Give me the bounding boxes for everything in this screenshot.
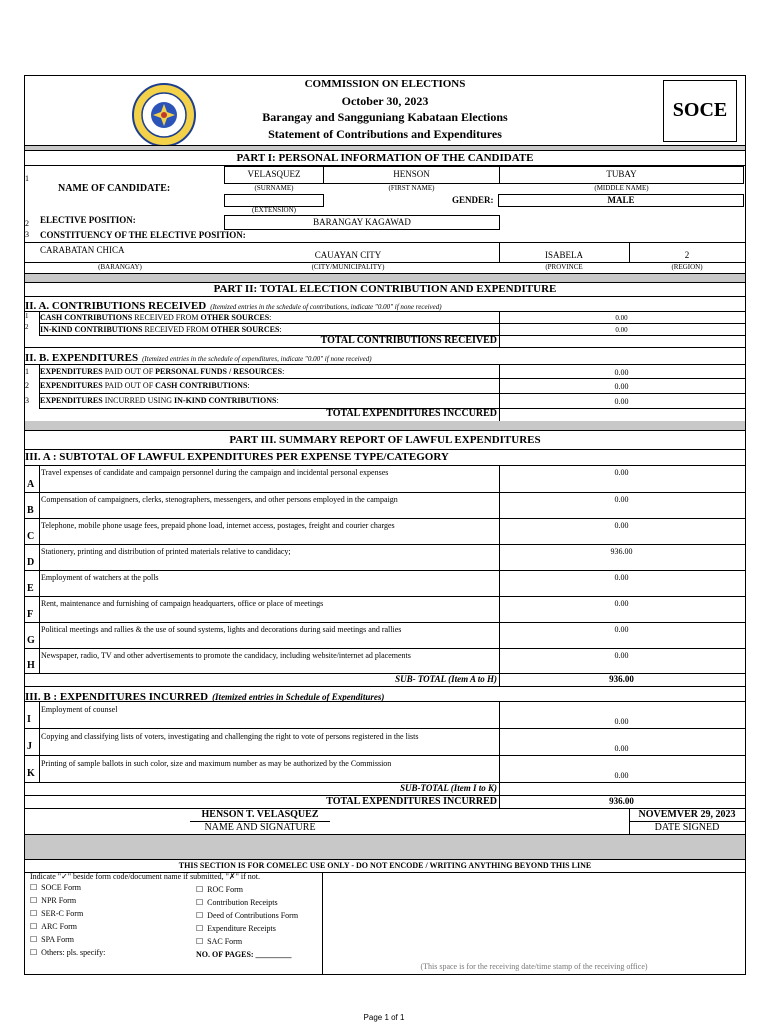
checklist-label: ARC Form	[41, 922, 77, 931]
section-divider	[25, 421, 745, 430]
checklist-item[interactable]	[30, 910, 83, 918]
checklist-label: ROC Form	[207, 885, 243, 894]
checklist-label: SAC Form	[207, 937, 243, 946]
inkind-contrib-value: 0.00	[615, 326, 628, 334]
name-signature-caption: NAME AND SIGNATURE	[204, 822, 316, 833]
row-divider	[24, 728, 746, 729]
expense-description: Copying and classifying lists of voters, investigating and challenging the right to vote of persons registered in the lists	[41, 732, 419, 741]
row-number: 3	[25, 396, 29, 405]
checklist-label: Others: pls. specify:	[41, 948, 106, 957]
checklist-item[interactable]	[30, 949, 105, 957]
part2-title: PART II: TOTAL ELECTION CONTRIBUTION AND EXPENDITURE	[213, 283, 557, 295]
checklist-label: Contribution Receipts	[207, 898, 278, 907]
section-divider	[25, 835, 745, 859]
contrib-heading: II. A. CONTRIBUTIONS RECEIVED	[25, 300, 207, 312]
expense-description: Travel expenses of candidate and campaign personnel during the campaign and incidental personal expenses	[41, 468, 389, 477]
checklist-label: SPA Form	[41, 935, 75, 944]
checkbox-icon[interactable]: ☐	[196, 911, 204, 920]
header-line-4: Statement of Contributions and Expenditures	[268, 127, 502, 141]
expense-description: Stationery, printing and distribution of printed materials relative to candidacy;	[41, 547, 291, 556]
position-label: ELECTIVE POSITION:	[40, 215, 136, 225]
middle-name-caption: (MIDDLE NAME)	[594, 184, 649, 192]
city-value: CAUAYAN CITY	[314, 250, 382, 260]
checklist-label: Expenditure Receipts	[207, 924, 276, 933]
checklist-label: NPR Form	[41, 896, 77, 905]
expense-description: Political meetings and rallies & the use of sound systems, lights and decorations during said meetings and rallies	[41, 625, 402, 634]
exp-inkind-value: 0.00	[614, 397, 629, 406]
barangay-caption: (BARANGAY)	[98, 263, 142, 271]
checkbox-icon[interactable]: ☐	[30, 896, 38, 905]
contrib-note: (Itemized entries in the schedule of contributions, indicate "0.00" if none received)	[210, 303, 442, 311]
checklist-item[interactable]	[30, 884, 81, 892]
checklist-item[interactable]	[30, 923, 77, 931]
row-divider	[24, 492, 746, 493]
constituency-label: CONSTITUENCY OF THE ELECTIVE POSITION:	[40, 230, 246, 240]
checklist-item[interactable]	[196, 925, 276, 933]
expense-value: 0.00	[614, 495, 629, 504]
exp-inkind-label: EXPENDITURES INCURRED USING IN-KIND CONTRIBUTIONS:	[40, 396, 279, 405]
seal-icon	[131, 82, 197, 148]
checkbox-icon[interactable]: ☐	[30, 883, 38, 892]
comelec-use-title: THIS SECTION IS FOR COMELEC USE ONLY - DO NOT ENCODE / WRITING ANYTHING BEYOND THIS LINE	[178, 861, 592, 870]
checklist-item[interactable]	[196, 938, 242, 946]
checklist-label: SOCE Form	[41, 883, 81, 892]
expense-description: Printing of sample ballots in such color, size and maximum number as may be authorized by the Commission	[41, 759, 392, 768]
expense-description: Newspaper, radio, TV and other advertisements to promote the candidacy, including website/internet ad placements	[41, 651, 411, 660]
row-letter: E	[27, 583, 34, 594]
row-letter: C	[27, 531, 35, 542]
expense-value: 0.00	[614, 625, 629, 634]
row-divider	[24, 570, 746, 571]
expense-value: 0.00	[614, 744, 629, 753]
position-value: BARANGAY KAGAWAD	[313, 217, 411, 227]
row-letter: H	[27, 660, 35, 671]
expense-value: 0.00	[614, 573, 629, 582]
checklist-label: SER-C Form	[41, 909, 84, 918]
header-line-3: Barangay and Sangguniang Kabataan Elections	[262, 110, 508, 124]
expense-value: 0.00	[614, 521, 629, 530]
row-letter: J	[27, 741, 32, 752]
row-divider	[24, 755, 746, 756]
row-number: 2	[25, 381, 29, 390]
exp-cash-value: 0.00	[614, 382, 629, 391]
expense-value: 0.00	[614, 717, 629, 726]
gender-label: GENDER:	[452, 195, 494, 205]
expense-value: 0.00	[614, 651, 629, 660]
row-letter: G	[27, 635, 35, 646]
expense-description: Telephone, mobile phone usage fees, prepaid phone load, internet access, postages, freight and courier charges	[41, 521, 395, 530]
middle-name-value: TUBAY	[606, 169, 637, 179]
checklist-item[interactable]	[30, 897, 76, 905]
pages-label: NO. OF PAGES: _________	[196, 950, 292, 959]
exp-personal-value: 0.00	[614, 368, 629, 377]
a-subtotal-value: 936.00	[609, 674, 634, 684]
total-expenditures-value: 936.00	[609, 796, 634, 806]
row-divider	[24, 622, 746, 623]
row-letter: D	[27, 557, 35, 568]
row-letter: I	[27, 714, 31, 725]
checklist-item[interactable]	[196, 912, 298, 920]
expense-description: Employment of counsel	[41, 705, 118, 714]
checkbox-icon[interactable]: ☐	[196, 924, 204, 933]
part3a-heading: III. A : SUBTOTAL OF LAWFUL EXPENDITURES PER EXPENSE TYPE/CATEGORY	[25, 451, 449, 463]
expense-description: Compensation of campaigners, clerks, stenographers, messengers, and other persons employed in the campaign	[41, 495, 398, 504]
checkbox-icon[interactable]: ☐	[30, 935, 38, 944]
part3b-heading: III. B : EXPENDITURES INCURRED	[25, 691, 209, 703]
cash-contrib-label: CASH CONTRIBUTIONS RECEIVED FROM OTHER SOURCES:	[40, 313, 272, 322]
stamp-note: (This space is for the receiving date/time stamp of the receiving office)	[420, 962, 648, 971]
row-letter: F	[27, 609, 34, 620]
checklist-item[interactable]	[196, 899, 278, 907]
barangay-value: CARABATAN CHICA	[40, 245, 125, 255]
signatory-name: HENSON T. VELASQUEZ	[201, 809, 319, 820]
row-letter: K	[27, 768, 35, 779]
row-number: 2	[25, 219, 29, 228]
date-signed-caption: DATE SIGNED	[654, 822, 720, 833]
expense-value: 0.00	[614, 468, 629, 477]
exp-total-label: TOTAL EXPENDITURES INCCURED	[326, 408, 497, 419]
first-name-caption: (FIRST NAME)	[388, 184, 435, 192]
checklist-item[interactable]	[30, 936, 74, 944]
checkbox-icon[interactable]: ☐	[30, 922, 38, 931]
exp-cash-label: EXPENDITURES PAID OUT OF CASH CONTRIBUTIONS:	[40, 381, 250, 390]
part3-title: PART III. SUMMARY REPORT OF LAWFUL EXPENDITURES	[229, 434, 541, 446]
exp-heading: II. B. EXPENDITURES	[25, 352, 139, 364]
row-letter: A	[27, 479, 35, 490]
province-caption: (PROVINCE	[545, 263, 583, 271]
expense-description: Employment of watchers at the polls	[41, 573, 159, 582]
contrib-total-label: TOTAL CONTRIBUTIONS RECEIVED	[320, 335, 497, 346]
comelec-seal	[131, 82, 197, 148]
inkind-contrib-label: IN-KIND CONTRIBUTIONS RECEIVED FROM OTHER SOURCES:	[40, 325, 282, 334]
row-number: 1	[25, 312, 29, 320]
exp-personal-label: EXPENDITURES PAID OUT OF PERSONAL FUNDS / RESOURCES:	[40, 367, 285, 376]
checkbox-icon[interactable]: ☐	[196, 898, 204, 907]
first-name-value: HENSON	[393, 169, 430, 179]
row-number: 3	[25, 230, 29, 239]
row-number: 2	[25, 323, 29, 331]
checkbox-icon[interactable]: ☐	[196, 885, 204, 894]
province-value: ISABELA	[545, 250, 583, 260]
row-divider	[24, 518, 746, 519]
form-code: SOCE	[672, 99, 728, 121]
name-label: NAME OF CANDIDATE:	[58, 183, 171, 194]
surname-value: VELASQUEZ	[247, 169, 301, 179]
comelec-instruction: Indicate "✓" beside form code/document name if submitted, "✗" if not.	[30, 872, 260, 881]
checklist-item[interactable]	[196, 886, 243, 894]
row-divider	[24, 596, 746, 597]
header-line-2: October 30, 2023	[341, 94, 429, 108]
total-expenditures-label: TOTAL EXPENDITURES INCURRED	[326, 796, 497, 807]
gender-value: MALE	[607, 195, 635, 205]
checklist-label: Deed of Contributions Form	[207, 911, 299, 920]
checkbox-icon[interactable]: ☐	[196, 937, 204, 946]
part1-title: PART I: PERSONAL INFORMATION OF THE CANDIDATE	[236, 152, 534, 164]
checkbox-icon[interactable]: ☐	[30, 909, 38, 918]
b-subtotal-label: SUB-TOTAL (Item I to K)	[399, 783, 497, 793]
page-number: Page 1 of 1	[363, 1013, 405, 1022]
row-divider	[24, 648, 746, 649]
cash-contrib-value: 0.00	[615, 314, 628, 322]
expense-value: 0.00	[614, 599, 629, 608]
header-line-1: COMMISSION ON ELECTIONS	[304, 78, 466, 90]
row-number: 1	[25, 174, 29, 183]
checkbox-icon[interactable]: ☐	[30, 948, 38, 957]
exp-note: (Itemized entries in the schedule of expenditures, indicate "0.00" if none received)	[142, 355, 372, 363]
surname-caption: (SURNAME)	[254, 184, 294, 192]
extension-caption: (EXTENSION)	[252, 206, 296, 214]
region-caption: (REGION)	[671, 263, 703, 271]
expense-value: 936.00	[610, 547, 633, 556]
row-letter: B	[27, 505, 34, 516]
region-value: 2	[684, 250, 690, 260]
row-number: 1	[25, 367, 29, 376]
row-divider	[24, 544, 746, 545]
expense-value: 0.00	[614, 771, 629, 780]
date-signed-value: NOVEMVER 29, 2023	[638, 809, 736, 820]
row-divider	[24, 782, 746, 783]
row-divider	[24, 673, 746, 674]
section-divider	[25, 273, 745, 282]
a-subtotal-label: SUB- TOTAL (Item A to H)	[395, 674, 497, 684]
expense-description: Rent, maintenance and furnishing of campaign headquarters, office or place of meetings	[41, 599, 324, 608]
part3b-note: (Itemized entries in Schedule of Expenditures)	[212, 692, 385, 702]
city-caption: (CITY/MUNICIPALITY)	[311, 263, 385, 271]
